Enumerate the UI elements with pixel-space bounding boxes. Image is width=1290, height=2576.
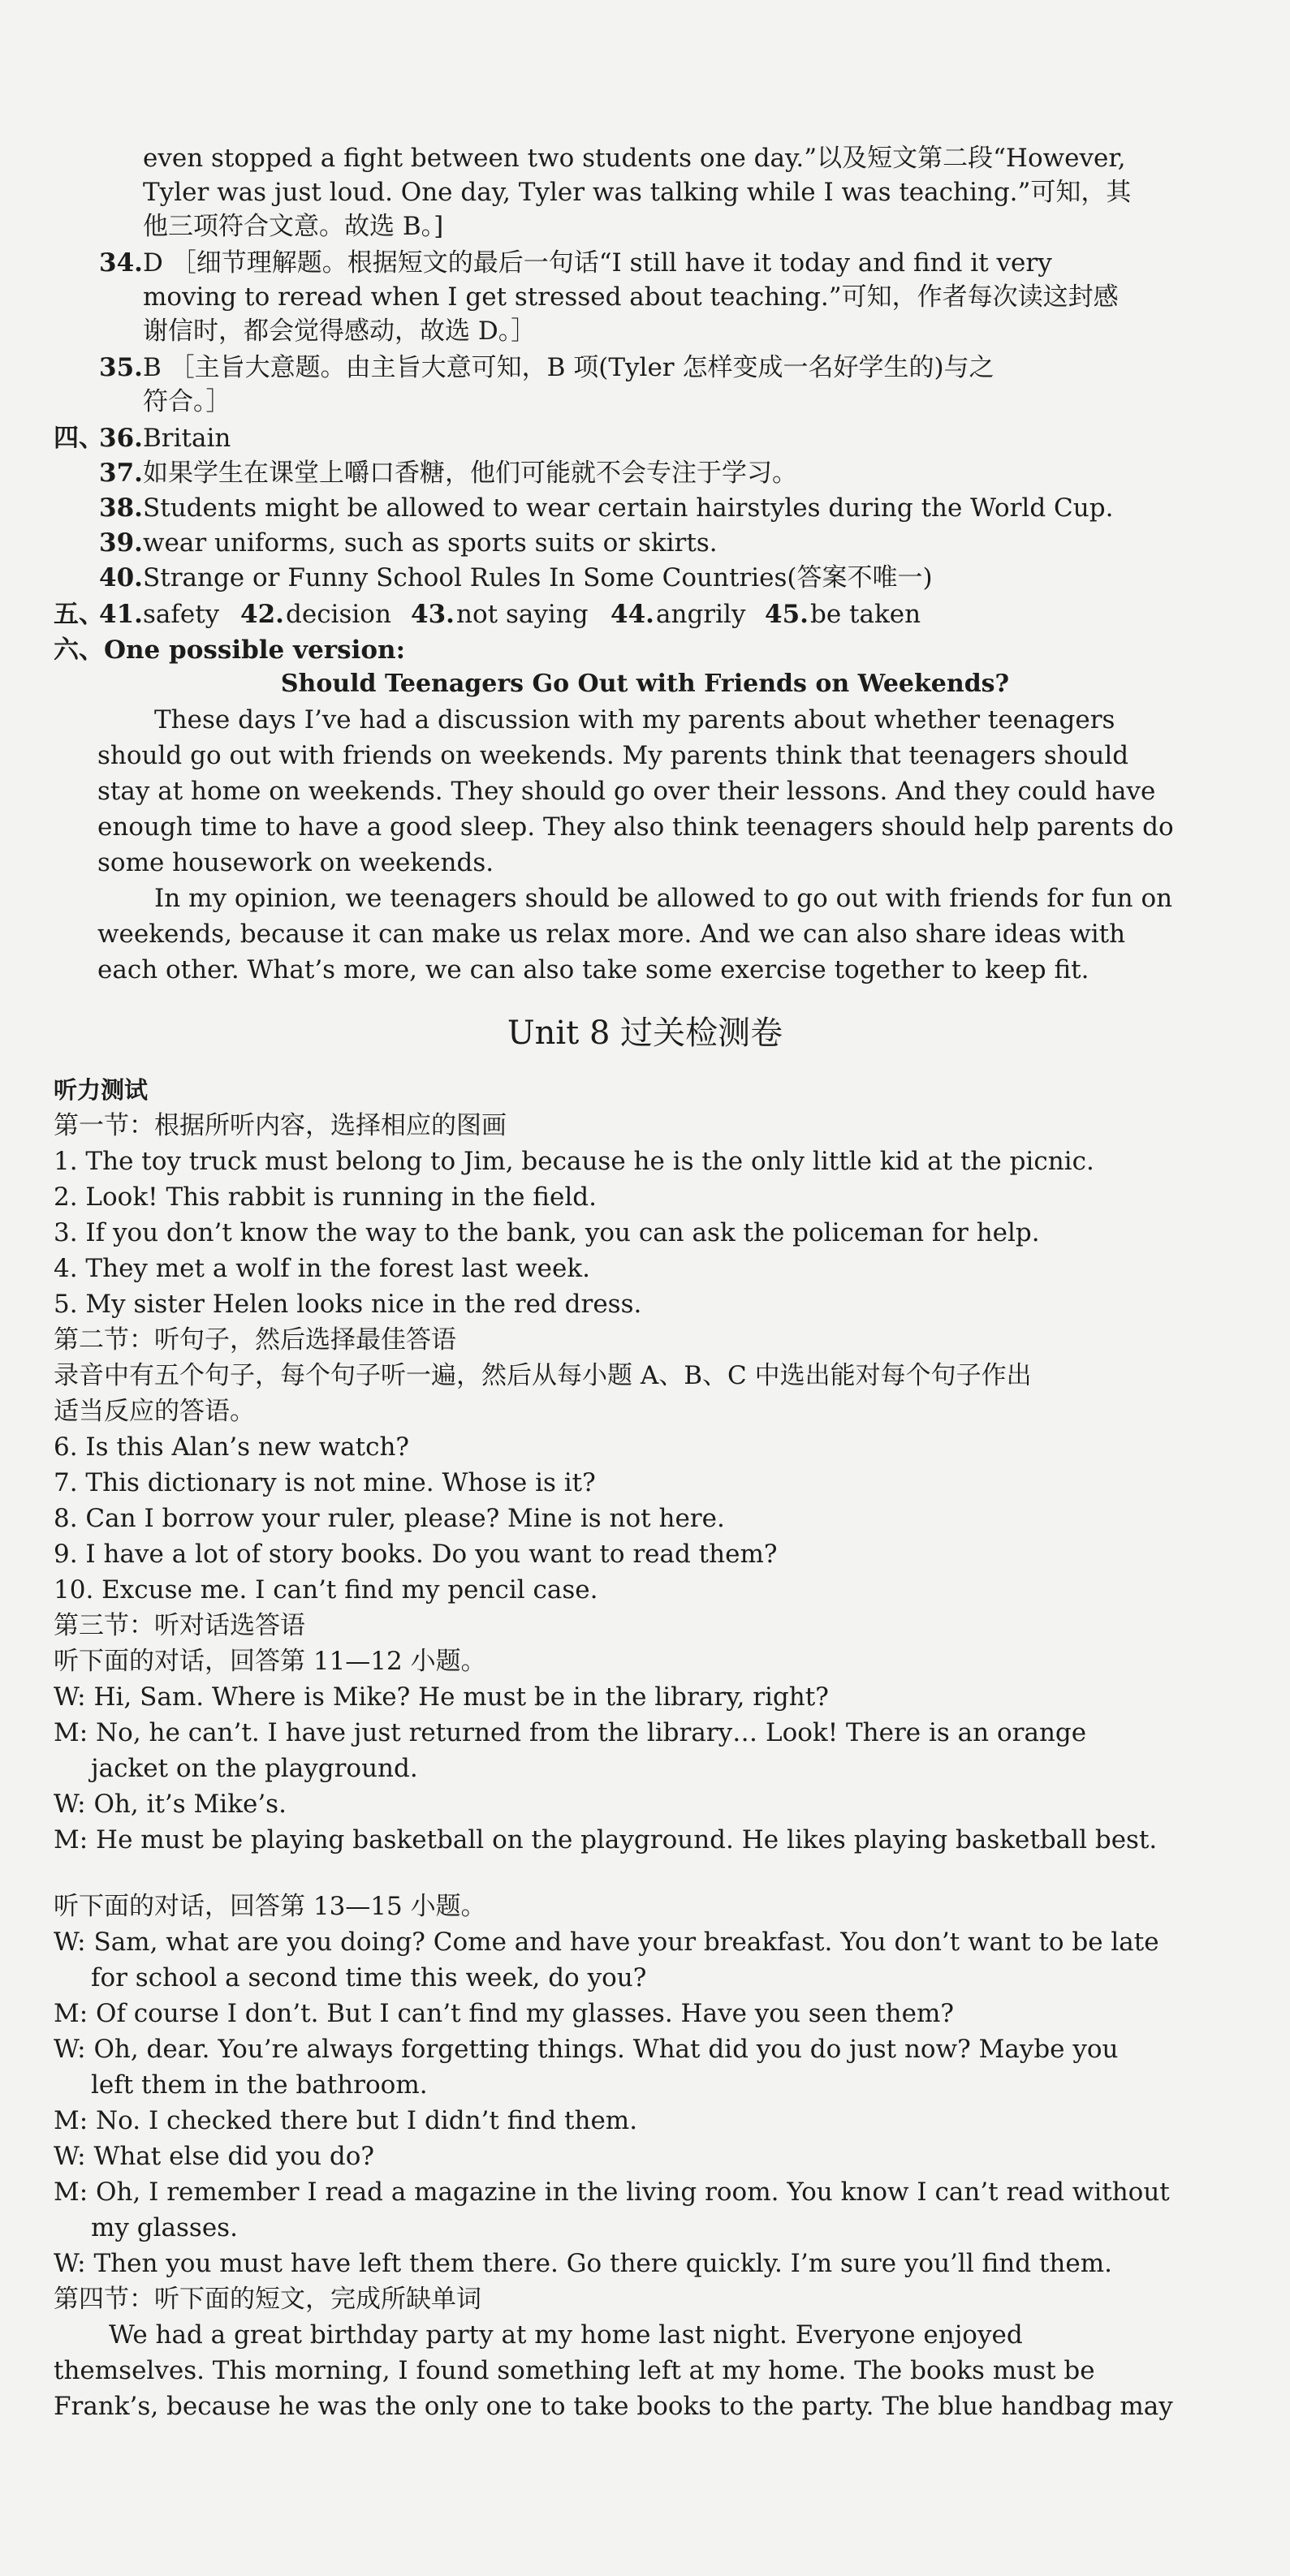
text-line: 他三项符合文意。故选 B。] <box>143 212 444 241</box>
part-title: 第三节：听对话选答语 <box>54 1611 305 1640</box>
text-line: Tyler was just loud. One day, Tyler was talking while I was teaching.”可知，其 <box>143 178 1132 207</box>
section-4-prefix: 四、 <box>54 424 104 453</box>
part-title: 第四节：听下面的短文，完成所缺单词 <box>54 2285 481 2314</box>
dialog-intro: 听下面的对话，回答第 13—15 小题。 <box>54 1892 486 1921</box>
listening-line: 4. They met a wolf in the forest last week. <box>54 1254 590 1283</box>
dialog-line: W: Then you must have left them there. Go there quickly. I’m sure you’ll find them. <box>54 2249 1112 2278</box>
answer-number: 45. <box>765 600 809 629</box>
dialog-line: M: He must be playing basketball on the playground. He likes playing basketball best. <box>54 1825 1158 1854</box>
answer-number: 42. <box>240 600 284 629</box>
dialog-line: my glasses. <box>91 2213 238 2242</box>
dialog-line: M: No, he can’t. I have just returned from the library… Look! There is an orange <box>54 1718 1087 1747</box>
dialog-line: M: Of course I don’t. But I can’t find my glasses. Have you seen them? <box>54 1999 954 2028</box>
essay-line: In my opinion, we teenagers should be allowed to go out with friends for fun on <box>154 884 1173 913</box>
essay-title: Should Teenagers Go Out with Friends on Weekends? <box>280 670 1010 698</box>
section-5-prefix: 五、 <box>54 600 104 629</box>
passage-line: Frank’s, because he was the only one to take books to the party. The blue handbag may <box>54 2392 1173 2421</box>
listening-line: 1. The toy truck must belong to Jim, because he is the only little kid at the picnic. <box>54 1147 1094 1176</box>
essay-line: stay at home on weekends. They should go over their lessons. And they could have <box>97 777 1156 806</box>
dialog-line: for school a second time this week, do you? <box>91 1963 647 1992</box>
answer-number: 38. <box>99 493 143 523</box>
listening-line: 5. My sister Helen looks nice in the red dress. <box>54 1290 642 1319</box>
answer-text: 如果学生在课堂上嚼口香糖，他们可能就不会专注于学习。 <box>143 459 797 488</box>
listening-line: 2. Look! This rabbit is running in the field. <box>54 1182 597 1212</box>
dialog-line: W: What else did you do? <box>54 2142 375 2171</box>
answer-text: 符合。］ <box>143 387 231 416</box>
listening-heading: 听力测试 <box>54 1076 149 1104</box>
essay-line: enough time to have a good sleep. They also think teenagers should help parents do <box>97 812 1174 842</box>
answer-text: Strange or Funny School Rules In Some Countries(答案不唯一) <box>143 563 933 592</box>
essay-line: some housework on weekends. <box>97 848 494 877</box>
listening-line: 适当反应的答语。 <box>54 1397 255 1426</box>
answer-number: 36. <box>99 424 143 453</box>
answer-text: Students might be allowed to wear certain hairstyles during the World Cup. <box>143 493 1114 523</box>
dialog-line: M: Oh, I remember I read a magazine in the living room. You know I can’t read without <box>54 2178 1170 2207</box>
essay-line: each other. What’s more, we can also take some exercise together to keep fit. <box>97 955 1089 984</box>
answer-text: Britain <box>143 424 231 453</box>
listening-line: 3. If you don’t know the way to the bank, you can ask the policeman for help. <box>54 1218 1040 1247</box>
essay-line: should go out with friends on weekends. My parents think that teenagers should <box>97 741 1129 770</box>
answer-text: wear uniforms, such as sports suits or skirts. <box>143 528 718 558</box>
answer-number: 44. <box>610 600 654 629</box>
answer-number: 37. <box>99 459 143 488</box>
part-title: 第二节：听句子，然后选择最佳答语 <box>54 1325 456 1355</box>
text-line: even stopped a fight between two students one day.”以及短文第二段“However, <box>143 144 1126 173</box>
passage-line: themselves. This morning, I found something left at my home. The books must be <box>54 2356 1095 2385</box>
answer-text: D ［细节理解题。根据短文的最后一句话“I still have it today and find it very <box>143 248 1052 278</box>
answer-number: 43. <box>411 600 455 629</box>
essay-line: weekends, because it can make us relax more. And we can also share ideas with <box>97 920 1126 949</box>
answer-number: 39. <box>99 528 143 558</box>
answer-text: 谢信时，都会觉得感动，故选 D。］ <box>143 317 537 346</box>
answer-text: decision <box>286 600 391 629</box>
dialog-line: jacket on the playground. <box>91 1754 418 1783</box>
answer-text: safety <box>143 600 220 629</box>
dialog-line: left them in the bathroom. <box>91 2070 428 2100</box>
answer-text: moving to reread when I get stressed about teaching.”可知，作者每次读这封感 <box>143 282 1119 312</box>
answer-number: 35. <box>99 353 143 382</box>
answer-number: 41. <box>99 600 143 629</box>
part-title: 第一节：根据所听内容，选择相应的图画 <box>54 1111 507 1140</box>
listening-line: 录音中有五个句子，每个句子听一遍，然后从每小题 A、B、C 中选出能对每个句子作出 <box>54 1361 1032 1390</box>
dialog-line: W: Sam, what are you doing? Come and have your breakfast. You don’t want to be late <box>54 1928 1159 1957</box>
listening-line: 9. I have a lot of story books. Do you want to read them? <box>54 1540 778 1569</box>
answer-number: 34. <box>99 248 143 278</box>
section-6-label: 六、One possible version: <box>54 635 406 665</box>
answer-text: not saying <box>456 600 589 629</box>
dialog-line: W: Oh, it’s Mike’s. <box>54 1790 287 1819</box>
dialog-line: W: Hi, Sam. Where is Mike? He must be in the library, right? <box>54 1682 829 1712</box>
answer-number: 40. <box>99 563 143 592</box>
answer-text: be taken <box>810 600 921 629</box>
passage-line: We had a great birthday party at my home last night. Everyone enjoyed <box>109 2320 1023 2350</box>
listening-line: 6. Is this Alan’s new watch? <box>54 1432 410 1462</box>
unit-title: Unit 8 过关检测卷 <box>507 1014 783 1052</box>
answer-text: angrily <box>656 600 746 629</box>
dialog-intro: 听下面的对话，回答第 11—12 小题。 <box>54 1647 486 1676</box>
listening-line: 7. This dictionary is not mine. Whose is it? <box>54 1468 596 1497</box>
dialog-line: W: Oh, dear. You’re always forgetting things. What did you do just now? Maybe you <box>54 2035 1119 2064</box>
essay-line: These days I’ve had a discussion with my parents about whether teenagers <box>154 705 1115 734</box>
listening-line: 8. Can I borrow your ruler, please? Mine is not here. <box>54 1504 725 1533</box>
dialog-line: M: No. I checked there but I didn’t find them. <box>54 2106 638 2135</box>
answer-text: B ［主旨大意题。由主旨大意可知，B 项(Tyler 怎样变成一名好学生的)与之 <box>143 353 994 382</box>
listening-line: 10. Excuse me. I can’t find my pencil case. <box>54 1575 598 1605</box>
